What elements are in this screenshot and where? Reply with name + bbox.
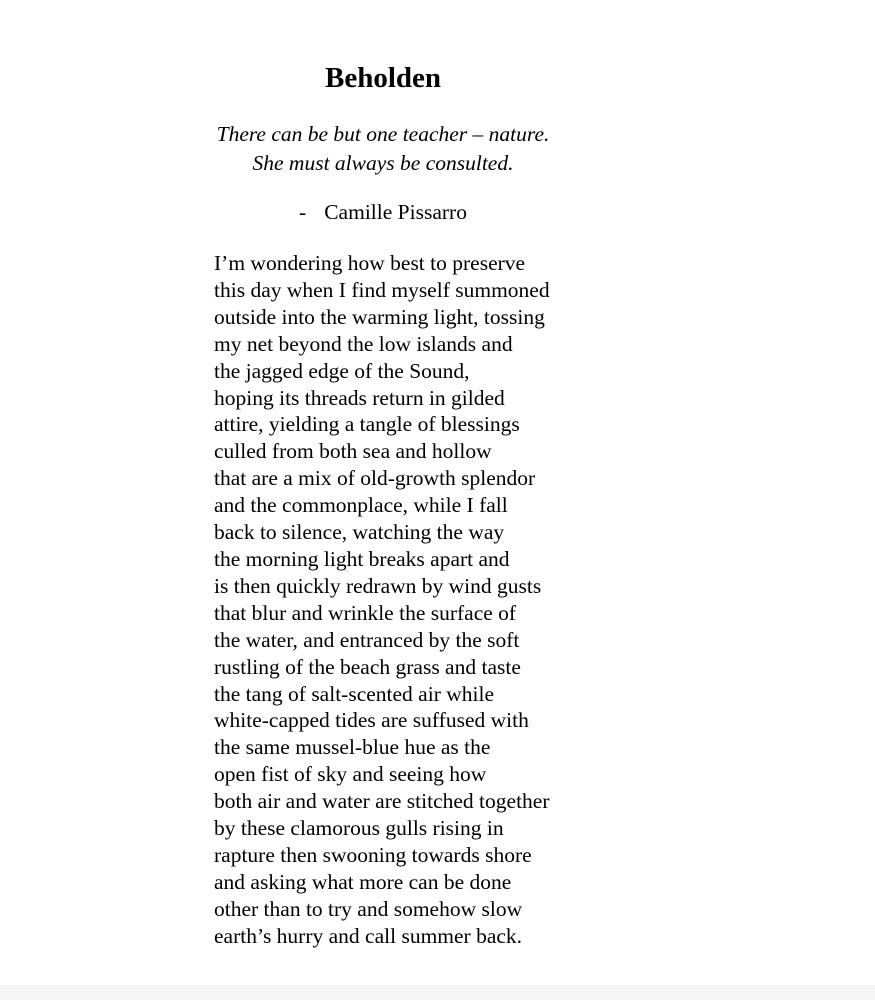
attribution-dash: -	[299, 200, 307, 224]
poem-body	[214, 250, 550, 950]
poem-line: hoping its threads return in gilded	[214, 385, 505, 410]
epigraph	[0, 120, 766, 178]
poem-line: outside into the warming light, tossing	[214, 304, 545, 329]
poem-line: both air and water are stitched together	[214, 789, 550, 814]
poem-title: Beholden	[324, 62, 442, 94]
poem-line: attire, yielding a tangle of blessings	[214, 412, 520, 437]
poem-line: the tang of salt-scented air while	[214, 681, 494, 706]
epigraph-line: There can be but one teacher – nature.	[216, 122, 550, 146]
poem-line: and asking what more can be done	[214, 869, 512, 894]
epigraph-line: She must always be consulted.	[252, 151, 514, 175]
poem-line: culled from both sea and hollow	[214, 439, 492, 464]
poem-line: and the commonplace, while I fall	[214, 493, 508, 518]
poem-line: open fist of sky and seeing how	[214, 762, 487, 787]
attribution-author: Camille Pissarro	[324, 200, 467, 224]
poem-line: by these clamorous gulls rising in	[214, 816, 504, 841]
poem-line: back to silence, watching the way	[214, 520, 505, 545]
poem-line: the same mussel-blue hue as the	[214, 735, 491, 760]
epigraph-attribution	[0, 198, 766, 227]
poem-line: rapture then swooning towards shore	[214, 842, 532, 867]
poem-line: earth’s hurry and call summer back.	[214, 923, 523, 948]
poem-line: white-capped tides are suffused with	[214, 708, 529, 733]
poem-line: other than to try and somehow slow	[214, 896, 523, 921]
page-bottom-edge	[0, 985, 875, 1000]
poem-line: I’m wondering how best to preserve	[214, 251, 526, 275]
poem-line: rustling of the beach grass and taste	[214, 654, 521, 679]
poem-line: my net beyond the low islands and	[214, 331, 513, 356]
poem-line: the jagged edge of the Sound,	[214, 358, 470, 383]
poem-line: the morning light breaks apart and	[214, 546, 510, 571]
poem-line: is then quickly redrawn by wind gusts	[214, 573, 542, 598]
poem-line: that blur and wrinkle the surface of	[214, 600, 517, 625]
poem-line: the water, and entranced by the soft	[214, 627, 520, 652]
poem-line: this day when I find myself summoned	[214, 277, 550, 302]
poem-line: that are a mix of old-growth splendor	[214, 466, 536, 491]
